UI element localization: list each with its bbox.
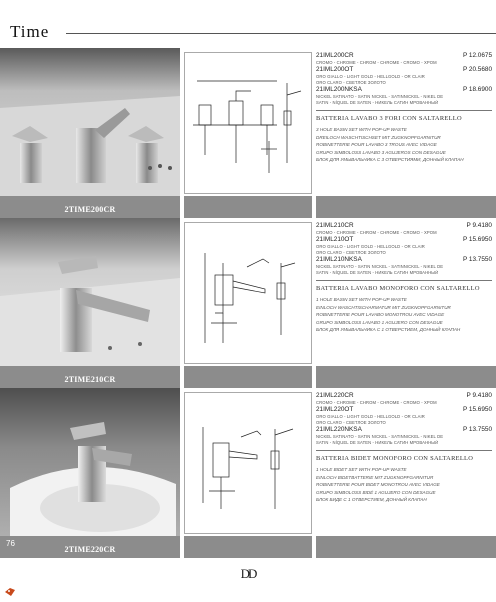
product-code: 21IML210CR: [316, 222, 354, 229]
corner-tag-icon: [4, 584, 16, 594]
product-row: [316, 66, 492, 74]
photo-code: 2TIME200CR: [64, 205, 116, 214]
technical-drawing: [184, 52, 312, 194]
info-caption-band: [316, 536, 496, 558]
divider: [316, 110, 492, 111]
description-line: DREILOCH WASCHTISCHSET MIT ZUGKNOPFGARNITUR: [316, 134, 441, 140]
page-number: 76: [6, 539, 15, 548]
product-code: 21IML200OT: [316, 66, 354, 73]
brand-logo: DD: [240, 566, 256, 581]
description-line: БЛОК ДЛЯ УМЫВАЛЬНИКА С 3 ОТВЕРСТИЯМИ, ДОННЫЙ КЛАПАН: [316, 157, 464, 163]
product-price: P 18.6900: [462, 86, 492, 93]
product-photo: [0, 388, 180, 558]
product-price: P 13.7550: [462, 426, 492, 433]
product-info: [316, 392, 492, 504]
description-line: ROBINETTERIE POUR LAVABO MONOTROU AVEC VIDAGE: [316, 312, 445, 318]
product-row: [316, 236, 492, 244]
product-price: P 9.4180: [466, 392, 492, 399]
photo-code: 2TIME210CR: [64, 375, 116, 384]
description-line: БЛОК ДЛЯ УМЫВАЛЬНИКА С 1 ОТВЕРСТИЕМ, ДОННЫЙ КЛАПАН: [316, 327, 461, 333]
product-code: 21IML200NKSA: [316, 86, 362, 93]
product-code: 21IML210NKSA: [316, 256, 362, 263]
product-row: [316, 406, 492, 414]
finish-text: NICKEL SATINATO - SATIN NICKEL - SATINNICKEL - NIKEL DE: [316, 94, 444, 99]
finish-text: ORO GIALLO - LIGHT GOLD - HELLGOLD - OR CLAIR: [316, 244, 425, 249]
finish-text: SATIN - NÍQUEL DE SATEN - НИКЕЛЬ САТИН МРОВАННЫЙ: [316, 440, 439, 445]
title-rule: [66, 33, 496, 34]
technical-drawing: [184, 222, 312, 364]
product-info: [316, 222, 492, 334]
description-line: GRUPO SIMBOLOSS LAVABO 3 AGUJEROS CON DESAGUE: [316, 149, 446, 155]
description-line: ROBINETTERIE POUR LAVABO 3 TROUS AVEC VIDAGE: [316, 142, 437, 148]
technical-drawing: [184, 392, 312, 534]
product-price: P 15.6950: [462, 406, 492, 413]
product-price: P 9.4180: [466, 222, 492, 229]
drawing-caption-band: [184, 366, 312, 388]
product-code: 21IML220NKSA: [316, 426, 362, 433]
finish-text: ORO CLARO - СВЕТЛОЕ ЗОЛОТО: [316, 80, 386, 85]
product-row: [316, 222, 492, 230]
product-section-2: [0, 218, 496, 388]
description-line: ROBINETTERIE POUR BIDET MONOTROU AVEC VIDAGE: [316, 482, 440, 488]
drawing-caption-band: [184, 536, 312, 558]
product-code: 21IML220OT: [316, 406, 354, 413]
product-row: [316, 256, 492, 264]
product-photo: [0, 218, 180, 388]
product-info: [316, 52, 492, 164]
finish-text: CROMO - CHROME - CHROM - CHROME - CROMO - XPOM: [316, 60, 437, 65]
product-price: P 13.7550: [462, 256, 492, 263]
product-section-3: [0, 388, 496, 558]
finish-text: NICKEL SATINATO - SATIN NICKEL - SATINNICKEL - NIKEL DE: [316, 264, 444, 269]
product-code: 21IML200CR: [316, 52, 354, 59]
finish-text: ORO CLARO - СВЕТЛОЕ ЗОЛОТО: [316, 250, 386, 255]
description-line: EINLOCH BIDETBATTERIE MIT ZUGKNOPFGARNITUR: [316, 474, 434, 480]
description-line: GRUPO SIMBOLOSS LAVABO 1 AGUJERO CON DESAGUE: [316, 319, 443, 325]
product-row: [316, 426, 492, 434]
finish-text: ORO GIALLO - LIGHT GOLD - HELLGOLD - OR CLAIR: [316, 414, 425, 419]
photo-code: 2TIME220CR: [64, 545, 116, 554]
product-row: [316, 52, 492, 60]
product-price: P 12.0675: [462, 52, 492, 59]
finish-text: CROMO - CHROME - CHROM - CHROME - CROMO - XPOM: [316, 230, 437, 235]
description-line: 1 HOLE BASIN SET WITH POP-UP WASTE: [316, 297, 407, 302]
description-line: GRUPO SIMBOLOSS BIDÉ 1 AGUJERO CON DESAGUE: [316, 489, 436, 495]
product-code: 21IML220CR: [316, 392, 354, 399]
finish-text: SATIN - NÍQUEL DE SATEN - НИКЕЛЬ САТИН МРОВАННЫЙ: [316, 270, 439, 275]
description-line: БЛОК БИДЕ С 1 ОТВЕРСТИЕМ, ДОННЫЙ КЛАПАН: [316, 497, 427, 503]
product-heading: BATTERIA BIDET MONOFORO CON SALTARELLO: [316, 455, 474, 462]
page-title: Time: [10, 22, 50, 41]
finish-text: CROMO - CHROME - CHROM - CHROME - CROMO - XPOM: [316, 400, 437, 405]
info-caption-band: [316, 366, 496, 388]
description-line: EINLOCH WASCHTISCHARMATUR MIT ZUGKNOPFGARNITUR: [316, 304, 451, 310]
product-heading: BATTERIA LAVABO 3 FORI CON SALTARELLO: [316, 115, 462, 122]
finish-text: SATIN - NÍQUEL DE SATEN - НИКЕЛЬ САТИН МРОВАННЫЙ: [316, 100, 439, 105]
product-photo: [0, 48, 180, 218]
drawing-caption-band: [184, 196, 312, 218]
product-section-1: [0, 48, 496, 218]
info-caption-band: [316, 196, 496, 218]
product-code: 21IML210OT: [316, 236, 354, 243]
finish-text: ORO CLARO - СВЕТЛОЕ ЗОЛОТО: [316, 420, 386, 425]
finish-text: ORO GIALLO - LIGHT GOLD - HELLGOLD - OR CLAIR: [316, 74, 425, 79]
divider: [316, 450, 492, 451]
description-line: 3 HOLE BASIN SET WITH POP-UP WASTE: [316, 127, 407, 132]
product-price: P 15.6950: [462, 236, 492, 243]
product-heading: BATTERIA LAVABO MONOFORO CON SALTARELLO: [316, 285, 480, 292]
product-row: [316, 392, 492, 400]
divider: [316, 280, 492, 281]
description-line: 1 HOLE BIDET SET WITH POP-UP WASTE: [316, 467, 407, 472]
product-row: [316, 86, 492, 94]
product-price: P 20.5680: [462, 66, 492, 73]
finish-text: NICKEL SATINATO - SATIN NICKEL - SATINNICKEL - NIKEL DE: [316, 434, 444, 439]
